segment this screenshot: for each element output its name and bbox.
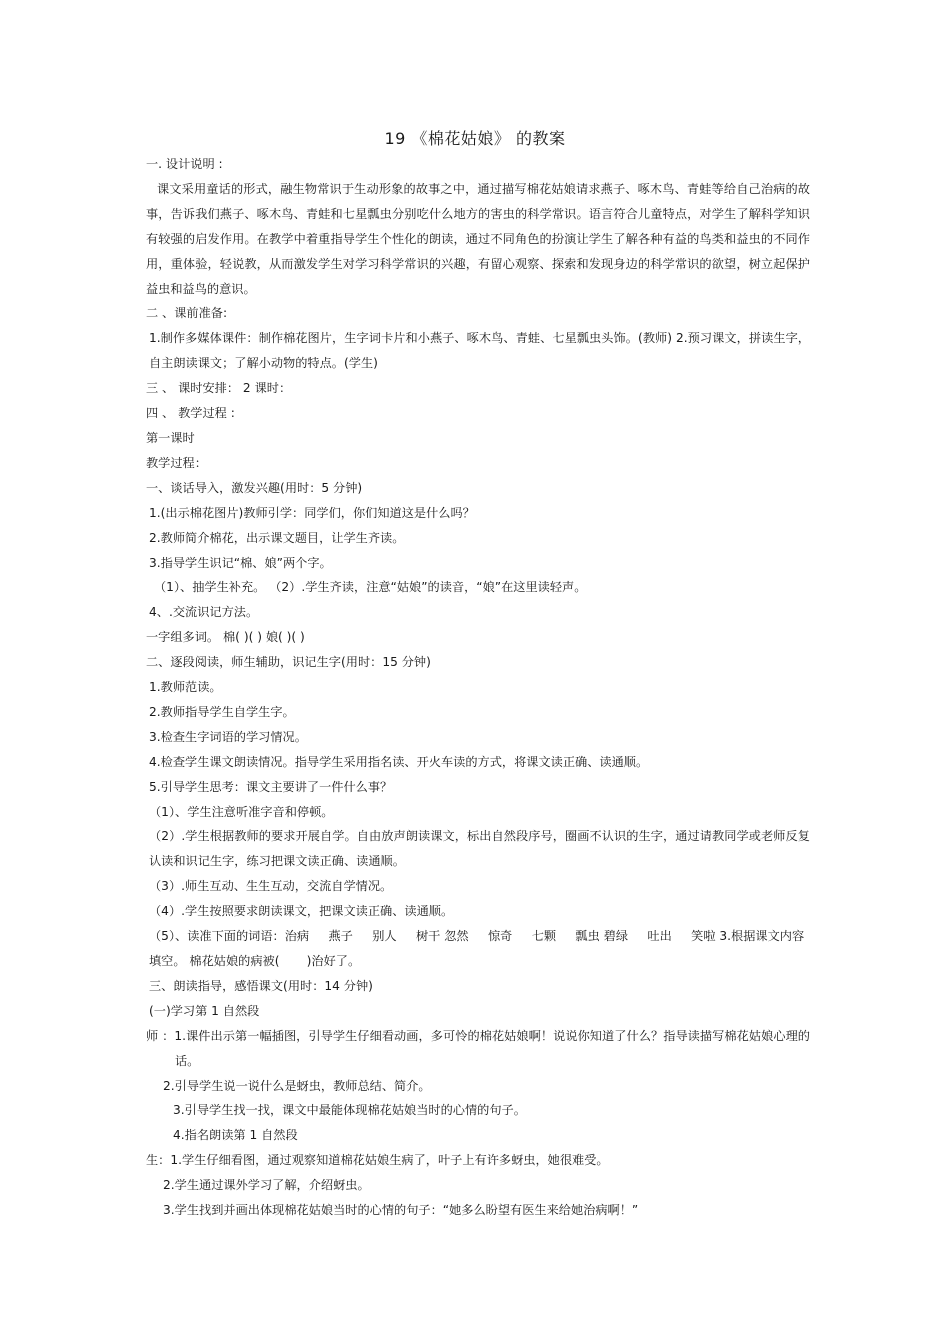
list-item: 3.学生找到并画出体现棉花姑娘当时的心情的句子：“她多么盼望有医生来给她治病啊！” bbox=[163, 1203, 639, 1218]
list-item: 3.引导学生找一找，课文中最能体现棉花姑娘当时的心情的句子。 bbox=[173, 1103, 526, 1118]
document-title: 19 《棉花姑娘》 的教案 bbox=[384, 129, 566, 148]
section-heading: 二 、课前准备: bbox=[146, 306, 228, 321]
list-item: 4、.交流识记方法。 bbox=[149, 605, 259, 620]
text-line: 教学过程： bbox=[146, 455, 207, 470]
step-heading: 三、朗读指导，感悟课文(用时：14 分钟) bbox=[149, 978, 373, 993]
paragraph: 课文采用童话的形式，融生物常识于生动形象的故事之中，通过描写棉花姑娘请求燕子、啄木鸟、青蛙等给自己治病的故事，告诉我们燕子、啄木鸟、青蛙和七星瓢虫分别吃什么地方的害虫的科学常识。语言符合儿童特点，对学生了解科学知识有较强的启发作用。在教学中着重指导学生个性化的朗读，通过不同角色的扮演让学生了解各种有益的鸟类和益虫的不同作用，重体验，轻说教，从而激发学生对学习科学常识的兴趣，有留心观察、探索和发现身边的科学常识的欲望，树立起保护益虫和益鸟的意识。 bbox=[146, 181, 810, 296]
list-item: 2.教师指导学生自学生字。 bbox=[149, 704, 295, 719]
list-item: 4.指名朗读第 1 自然段 bbox=[173, 1128, 298, 1143]
list-item: （5）、读准下面的词语：治病 燕子 别人 树干 忽然 惊奇 七颗 瓢虫 碧绿 吐出 笑啦 3.根据课文内容填空。 棉花姑娘的病被( )治好了。 bbox=[149, 929, 805, 968]
list-item: 2.学生通过课外学习了解，介绍蚜虫。 bbox=[163, 1178, 370, 1193]
text-line: 第一课时 bbox=[146, 430, 195, 445]
list-item: （1）、学生注意听准字音和停顿。 bbox=[149, 804, 334, 819]
list-item: （2）.学生根据教师的要求开展自学。自由放声朗读课文，标出自然段序号，圈画不认识的生字，通过请教同学或老师反复认读和识记生字，练习把课文读正确、读通顺。 bbox=[149, 829, 810, 869]
list-item: 1.教师范读。 bbox=[149, 680, 222, 695]
list-item: 2.引导学生说一说什么是蚜虫，教师总结、简介。 bbox=[163, 1078, 431, 1093]
section-heading: 一. 设计说明 : bbox=[146, 157, 223, 171]
list-item: （4）.学生按照要求朗读课文，把课文读正确、读通顺。 bbox=[149, 904, 454, 919]
step-heading: 二、逐段阅读，师生辅助，识记生字(用时：15 分钟) bbox=[146, 655, 431, 670]
document-body bbox=[146, 152, 810, 1223]
list-item: 5.引导学生思考：课文主要讲了一件什么事？ bbox=[149, 779, 393, 794]
list-item: 3.检查生字词语的学习情况。 bbox=[149, 729, 307, 744]
list-item: 3.指导学生识记“棉、娘”两个字。 bbox=[149, 555, 332, 570]
exercise-line: 一字组多词。 棉( )( ) 娘( )( ) bbox=[146, 630, 305, 645]
list-item: （3）.师生互动、生生互动，交流自学情况。 bbox=[149, 879, 393, 894]
sub-heading: (一)学习第 1 自然段 bbox=[149, 1003, 260, 1018]
list-item: 师 ：1.课件出示第一幅插图，引导学生仔细看动画，多可怜的棉花姑娘啊！说说你知道了什么？指导读描写棉花姑娘心理的话。 bbox=[146, 1028, 810, 1068]
list-item: 生：1.学生仔细看图，通过观察知道棉花姑娘生病了，叶子上有许多蚜虫，她很难受。 bbox=[146, 1153, 609, 1168]
list-item: 4.检查学生课文朗读情况。指导学生采用指名读、开火车读的方式，将课文读正确、读通顺。 bbox=[149, 754, 649, 769]
section-heading: 三 、 课时安排： 2 课时： bbox=[146, 381, 292, 396]
list-item: 2.教师简介棉花，出示课文题目，让学生齐读。 bbox=[149, 530, 405, 545]
step-heading: 一、谈话导入，激发兴趣(用时：5 分钟) bbox=[146, 480, 363, 495]
section-heading: 四 、 教学过程 : bbox=[146, 406, 235, 421]
list-item: 1.(出示棉花图片)教师引学：同学们，你们知道这是什么吗？ bbox=[149, 505, 475, 520]
paragraph: 1.制作多媒体课件：制作棉花图片，生字词卡片和小燕子、啄木鸟、青蛙、七星瓢虫头饰。(教师) 2.预习课文，拼读生字，自主朗读课文；了解小动物的特点。(学生) bbox=[149, 331, 810, 371]
list-item: （1）、抽学生补充。 （2）.学生齐读，注意“姑娘”的读音，“娘”在这里读轻声。 bbox=[154, 580, 587, 595]
